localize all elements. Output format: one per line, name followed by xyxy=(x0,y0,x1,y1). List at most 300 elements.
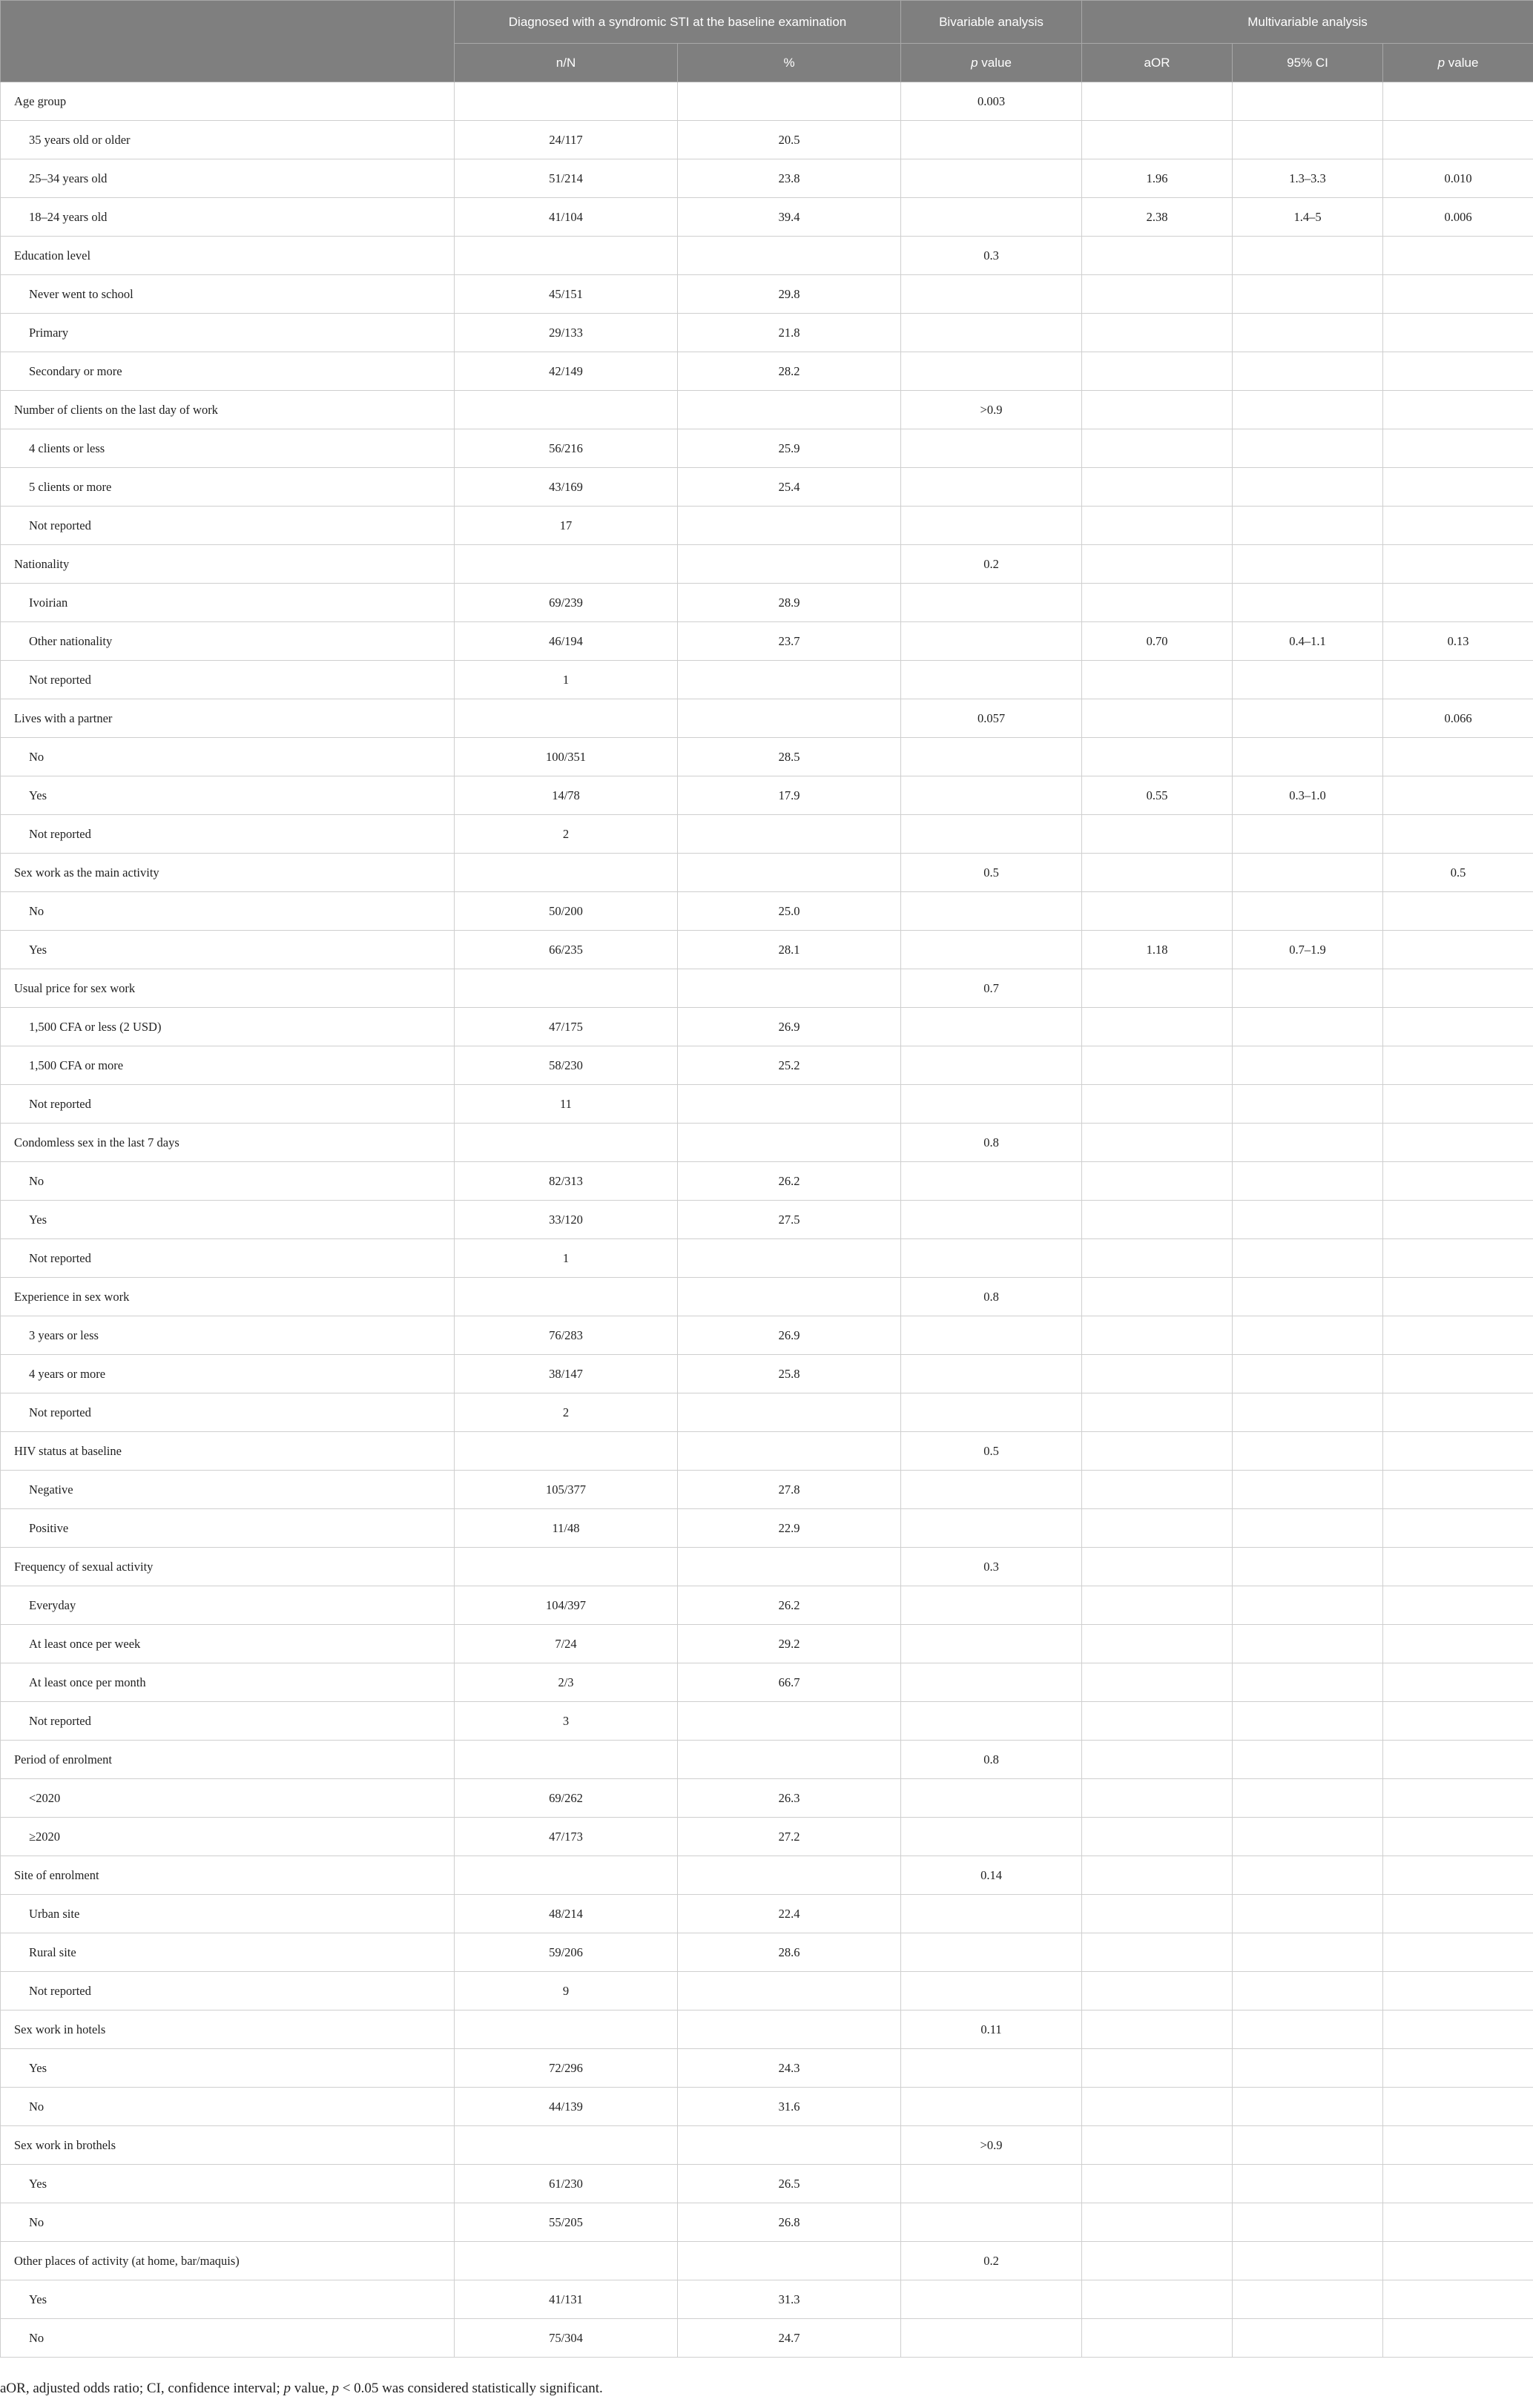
cell-percent: 25.4 xyxy=(678,468,901,507)
cell-aor xyxy=(1082,121,1233,159)
cell-aor: 1.96 xyxy=(1082,159,1233,198)
cell-n-over-N: 59/206 xyxy=(455,1933,678,1972)
row-label: No xyxy=(1,738,455,776)
cell-aor xyxy=(1082,237,1233,275)
cell-aor xyxy=(1082,2280,1233,2319)
row-label: No xyxy=(1,2319,455,2358)
cell-ci xyxy=(1233,1046,1383,1085)
cell-ci xyxy=(1233,969,1383,1008)
cell-n-over-N: 14/78 xyxy=(455,776,678,815)
cell-percent xyxy=(678,1393,901,1432)
cell-bivariable-p: 0.14 xyxy=(901,1856,1082,1895)
cell-ci xyxy=(1233,391,1383,429)
cell-n-over-N: 82/313 xyxy=(455,1162,678,1201)
table-row-variable xyxy=(1,1741,1533,1779)
row-label: Negative xyxy=(1,1471,455,1509)
table-row-variable xyxy=(1,699,1533,738)
cell-multivariable-p: 0.13 xyxy=(1383,622,1533,661)
cell-n-over-N: 43/169 xyxy=(455,468,678,507)
cell-aor xyxy=(1082,1471,1233,1509)
table-row-category xyxy=(1,1201,1533,1239)
cell-bivariable-p: 0.8 xyxy=(901,1124,1082,1162)
table-row-variable xyxy=(1,2126,1533,2165)
cell-bivariable-p xyxy=(901,1972,1082,2010)
table-row-category xyxy=(1,622,1533,661)
row-label: Lives with a partner xyxy=(1,699,455,738)
cell-aor xyxy=(1082,468,1233,507)
table-row-category xyxy=(1,2203,1533,2242)
cell-aor xyxy=(1082,1779,1233,1818)
cell-ci xyxy=(1233,1972,1383,2010)
cell-percent: 27.5 xyxy=(678,1201,901,1239)
cell-multivariable-p xyxy=(1383,815,1533,854)
cell-bivariable-p xyxy=(901,429,1082,468)
table-row-category xyxy=(1,198,1533,237)
cell-aor xyxy=(1082,545,1233,584)
cell-percent: 28.9 xyxy=(678,584,901,622)
cell-bivariable-p xyxy=(901,1008,1082,1046)
row-label: Period of enrolment xyxy=(1,1741,455,1779)
header-row-groups xyxy=(1,1,1533,44)
table-row-variable xyxy=(1,1124,1533,1162)
header-group-bivariable: Bivariable analysis xyxy=(901,1,1082,44)
table-row-variable xyxy=(1,1432,1533,1471)
cell-multivariable-p: 0.5 xyxy=(1383,854,1533,892)
cell-percent xyxy=(678,854,901,892)
table-row-category xyxy=(1,2049,1533,2088)
table-row-category xyxy=(1,1895,1533,1933)
table-row-category xyxy=(1,1471,1533,1509)
row-label: Yes xyxy=(1,2049,455,2088)
cell-multivariable-p xyxy=(1383,391,1533,429)
cell-percent: 22.4 xyxy=(678,1895,901,1933)
row-label: HIV status at baseline xyxy=(1,1432,455,1471)
cell-percent: 29.8 xyxy=(678,275,901,314)
cell-aor: 0.55 xyxy=(1082,776,1233,815)
row-label: Yes xyxy=(1,1201,455,1239)
cell-aor xyxy=(1082,1316,1233,1355)
cell-multivariable-p xyxy=(1383,2010,1533,2049)
cell-n-over-N: 51/214 xyxy=(455,159,678,198)
cell-n-over-N: 42/149 xyxy=(455,352,678,391)
cell-ci xyxy=(1233,1393,1383,1432)
cell-percent: 29.2 xyxy=(678,1625,901,1663)
cell-percent: 26.9 xyxy=(678,1316,901,1355)
cell-bivariable-p xyxy=(901,1509,1082,1548)
cell-aor xyxy=(1082,1895,1233,1933)
cell-bivariable-p xyxy=(901,2049,1082,2088)
table-row-category xyxy=(1,121,1533,159)
cell-aor xyxy=(1082,969,1233,1008)
cell-percent: 26.2 xyxy=(678,1162,901,1201)
cell-ci xyxy=(1233,661,1383,699)
cell-n-over-N: 47/175 xyxy=(455,1008,678,1046)
row-label: Other places of activity (at home, bar/maquis) xyxy=(1,2242,455,2280)
cell-percent xyxy=(678,237,901,275)
cell-n-over-N: 2 xyxy=(455,1393,678,1432)
cell-percent: 25.2 xyxy=(678,1046,901,1085)
cell-bivariable-p xyxy=(901,584,1082,622)
cell-multivariable-p xyxy=(1383,1471,1533,1509)
cell-aor xyxy=(1082,429,1233,468)
row-label: Experience in sex work xyxy=(1,1278,455,1316)
cell-bivariable-p xyxy=(901,2280,1082,2319)
cell-aor xyxy=(1082,2088,1233,2126)
cell-ci xyxy=(1233,237,1383,275)
row-label: 5 clients or more xyxy=(1,468,455,507)
cell-aor xyxy=(1082,1818,1233,1856)
cell-multivariable-p: 0.010 xyxy=(1383,159,1533,198)
cell-bivariable-p xyxy=(901,1393,1082,1432)
cell-aor xyxy=(1082,2010,1233,2049)
cell-multivariable-p xyxy=(1383,2203,1533,2242)
table-row-category xyxy=(1,352,1533,391)
table-row-category xyxy=(1,1702,1533,1741)
cell-multivariable-p xyxy=(1383,1393,1533,1432)
cell-bivariable-p xyxy=(901,1818,1082,1856)
cell-multivariable-p xyxy=(1383,2049,1533,2088)
cell-ci xyxy=(1233,892,1383,931)
table-row-category xyxy=(1,2165,1533,2203)
row-label: Yes xyxy=(1,931,455,969)
cell-multivariable-p xyxy=(1383,1278,1533,1316)
header-col-multi-pvalue: p value xyxy=(1383,44,1533,82)
cell-n-over-N xyxy=(455,969,678,1008)
row-label: 18–24 years old xyxy=(1,198,455,237)
table-row-category xyxy=(1,1818,1533,1856)
table-row-variable xyxy=(1,854,1533,892)
cell-n-over-N: 1 xyxy=(455,661,678,699)
cell-ci xyxy=(1233,815,1383,854)
table-row-category xyxy=(1,1046,1533,1085)
cell-multivariable-p xyxy=(1383,1008,1533,1046)
table-row-variable xyxy=(1,1548,1533,1586)
table-row-variable xyxy=(1,2010,1533,2049)
row-label: 4 years or more xyxy=(1,1355,455,1393)
cell-n-over-N: 2/3 xyxy=(455,1663,678,1702)
cell-percent xyxy=(678,661,901,699)
cell-aor xyxy=(1082,1278,1233,1316)
row-label: Ivoirian xyxy=(1,584,455,622)
row-label: No xyxy=(1,2088,455,2126)
cell-ci xyxy=(1233,2126,1383,2165)
table-row-category xyxy=(1,1239,1533,1278)
cell-multivariable-p xyxy=(1383,1702,1533,1741)
cell-ci xyxy=(1233,1663,1383,1702)
cell-percent: 27.2 xyxy=(678,1818,901,1856)
cell-n-over-N: 61/230 xyxy=(455,2165,678,2203)
cell-bivariable-p xyxy=(901,1046,1082,1085)
cell-bivariable-p xyxy=(901,622,1082,661)
cell-aor xyxy=(1082,1741,1233,1779)
cell-aor xyxy=(1082,82,1233,121)
cell-bivariable-p xyxy=(901,352,1082,391)
cell-multivariable-p: 0.006 xyxy=(1383,198,1533,237)
cell-ci xyxy=(1233,2280,1383,2319)
cell-percent: 28.2 xyxy=(678,352,901,391)
table-body xyxy=(1,82,1533,2358)
cell-ci xyxy=(1233,314,1383,352)
cell-percent: 39.4 xyxy=(678,198,901,237)
cell-ci xyxy=(1233,2242,1383,2280)
cell-bivariable-p: 0.3 xyxy=(901,237,1082,275)
cell-percent: 22.9 xyxy=(678,1509,901,1548)
cell-n-over-N: 69/239 xyxy=(455,584,678,622)
cell-aor xyxy=(1082,2319,1233,2358)
cell-percent: 20.5 xyxy=(678,121,901,159)
cell-bivariable-p xyxy=(901,1355,1082,1393)
cell-aor xyxy=(1082,584,1233,622)
cell-ci xyxy=(1233,1162,1383,1201)
cell-multivariable-p xyxy=(1383,1162,1533,1201)
cell-ci xyxy=(1233,121,1383,159)
cell-n-over-N: 44/139 xyxy=(455,2088,678,2126)
cell-n-over-N: 2 xyxy=(455,815,678,854)
cell-aor: 0.70 xyxy=(1082,622,1233,661)
cell-multivariable-p xyxy=(1383,1355,1533,1393)
row-label: Not reported xyxy=(1,815,455,854)
cell-n-over-N: 41/131 xyxy=(455,2280,678,2319)
cell-aor xyxy=(1082,2049,1233,2088)
cell-aor xyxy=(1082,738,1233,776)
cell-n-over-N: 7/24 xyxy=(455,1625,678,1663)
row-label: Other nationality xyxy=(1,622,455,661)
cell-bivariable-p xyxy=(901,1663,1082,1702)
cell-ci xyxy=(1233,1008,1383,1046)
row-label: <2020 xyxy=(1,1779,455,1818)
cell-n-over-N: 33/120 xyxy=(455,1201,678,1239)
table-row-category xyxy=(1,776,1533,815)
cell-multivariable-p xyxy=(1383,1586,1533,1625)
row-label: 35 years old or older xyxy=(1,121,455,159)
cell-percent xyxy=(678,2126,901,2165)
cell-percent xyxy=(678,699,901,738)
cell-multivariable-p xyxy=(1383,2165,1533,2203)
cell-aor xyxy=(1082,1586,1233,1625)
cell-percent xyxy=(678,1856,901,1895)
cell-bivariable-p: 0.057 xyxy=(901,699,1082,738)
cell-n-over-N xyxy=(455,2242,678,2280)
cell-ci xyxy=(1233,584,1383,622)
cell-bivariable-p xyxy=(901,2203,1082,2242)
row-label: Everyday xyxy=(1,1586,455,1625)
table-row-variable xyxy=(1,969,1533,1008)
cell-n-over-N: 72/296 xyxy=(455,2049,678,2088)
cell-multivariable-p xyxy=(1383,1856,1533,1895)
cell-percent: 26.8 xyxy=(678,2203,901,2242)
cell-multivariable-p xyxy=(1383,1201,1533,1239)
cell-bivariable-p xyxy=(901,892,1082,931)
table-row-category xyxy=(1,2088,1533,2126)
cell-percent: 31.6 xyxy=(678,2088,901,2126)
header-col-ci: 95% CI xyxy=(1233,44,1383,82)
row-label: 3 years or less xyxy=(1,1316,455,1355)
cell-bivariable-p: >0.9 xyxy=(901,2126,1082,2165)
cell-ci xyxy=(1233,1124,1383,1162)
cell-aor xyxy=(1082,1201,1233,1239)
table-row-category xyxy=(1,314,1533,352)
cell-ci xyxy=(1233,854,1383,892)
table-row-variable xyxy=(1,82,1533,121)
cell-n-over-N xyxy=(455,1278,678,1316)
row-label: Site of enrolment xyxy=(1,1856,455,1895)
cell-percent: 21.8 xyxy=(678,314,901,352)
cell-multivariable-p xyxy=(1383,275,1533,314)
table-row-category xyxy=(1,738,1533,776)
cell-multivariable-p xyxy=(1383,507,1533,545)
cell-multivariable-p xyxy=(1383,892,1533,931)
cell-ci xyxy=(1233,1741,1383,1779)
cell-ci xyxy=(1233,1818,1383,1856)
table-row-category xyxy=(1,931,1533,969)
cell-n-over-N xyxy=(455,1432,678,1471)
cell-n-over-N xyxy=(455,2010,678,2049)
cell-multivariable-p xyxy=(1383,314,1533,352)
cell-bivariable-p xyxy=(901,507,1082,545)
cell-ci: 0.4–1.1 xyxy=(1233,622,1383,661)
cell-n-over-N xyxy=(455,1124,678,1162)
cell-ci xyxy=(1233,429,1383,468)
cell-aor xyxy=(1082,1548,1233,1586)
cell-bivariable-p xyxy=(901,2319,1082,2358)
cell-multivariable-p xyxy=(1383,661,1533,699)
table-row-variable xyxy=(1,391,1533,429)
cell-percent: 26.3 xyxy=(678,1779,901,1818)
cell-aor xyxy=(1082,1008,1233,1046)
cell-ci xyxy=(1233,545,1383,584)
cell-multivariable-p xyxy=(1383,2319,1533,2358)
cell-percent: 17.9 xyxy=(678,776,901,815)
cell-n-over-N: 9 xyxy=(455,1972,678,2010)
cell-ci xyxy=(1233,82,1383,121)
cell-aor: 2.38 xyxy=(1082,198,1233,237)
cell-bivariable-p xyxy=(901,1239,1082,1278)
table-row-variable xyxy=(1,2242,1533,2280)
cell-ci xyxy=(1233,2088,1383,2126)
cell-n-over-N xyxy=(455,545,678,584)
cell-ci xyxy=(1233,1085,1383,1124)
row-label: Urban site xyxy=(1,1895,455,1933)
row-label: Not reported xyxy=(1,661,455,699)
row-label: Condomless sex in the last 7 days xyxy=(1,1124,455,1162)
row-label: Not reported xyxy=(1,507,455,545)
cell-multivariable-p xyxy=(1383,1663,1533,1702)
cell-multivariable-p xyxy=(1383,352,1533,391)
cell-bivariable-p: >0.9 xyxy=(901,391,1082,429)
cell-n-over-N: 76/283 xyxy=(455,1316,678,1355)
cell-percent: 24.7 xyxy=(678,2319,901,2358)
cell-aor xyxy=(1082,1239,1233,1278)
cell-bivariable-p: 0.8 xyxy=(901,1278,1082,1316)
cell-bivariable-p xyxy=(901,1085,1082,1124)
row-label: Nationality xyxy=(1,545,455,584)
row-label: Sex work in brothels xyxy=(1,2126,455,2165)
cell-aor xyxy=(1082,2126,1233,2165)
table-row-category xyxy=(1,159,1533,198)
cell-ci xyxy=(1233,352,1383,391)
cell-n-over-N: 66/235 xyxy=(455,931,678,969)
cell-multivariable-p xyxy=(1383,468,1533,507)
cell-n-over-N: 1 xyxy=(455,1239,678,1278)
row-label: Sex work in hotels xyxy=(1,2010,455,2049)
cell-multivariable-p xyxy=(1383,1509,1533,1548)
cell-bivariable-p: 0.2 xyxy=(901,545,1082,584)
cell-percent: 25.0 xyxy=(678,892,901,931)
cell-aor xyxy=(1082,1972,1233,2010)
table-row-category xyxy=(1,584,1533,622)
table-row-category xyxy=(1,507,1533,545)
cell-percent: 31.3 xyxy=(678,2280,901,2319)
cell-ci: 1.3–3.3 xyxy=(1233,159,1383,198)
cell-n-over-N xyxy=(455,237,678,275)
row-label: No xyxy=(1,892,455,931)
cell-percent xyxy=(678,1085,901,1124)
cell-n-over-N xyxy=(455,1741,678,1779)
cell-ci xyxy=(1233,1548,1383,1586)
table-row-category xyxy=(1,1779,1533,1818)
header-col-aor: aOR xyxy=(1082,44,1233,82)
cell-ci xyxy=(1233,1316,1383,1355)
cell-bivariable-p xyxy=(901,1162,1082,1201)
cell-percent: 26.5 xyxy=(678,2165,901,2203)
cell-percent xyxy=(678,1278,901,1316)
row-label: Number of clients on the last day of work xyxy=(1,391,455,429)
table-row-category xyxy=(1,1586,1533,1625)
cell-bivariable-p: 0.3 xyxy=(901,1548,1082,1586)
table-row-category xyxy=(1,1393,1533,1432)
cell-aor xyxy=(1082,1856,1233,1895)
cell-multivariable-p xyxy=(1383,1046,1533,1085)
cell-bivariable-p xyxy=(901,2088,1082,2126)
table-row-category xyxy=(1,1008,1533,1046)
cell-aor xyxy=(1082,1625,1233,1663)
cell-bivariable-p: 0.2 xyxy=(901,2242,1082,2280)
row-label: Positive xyxy=(1,1509,455,1548)
cell-aor xyxy=(1082,815,1233,854)
table-row-category xyxy=(1,815,1533,854)
cell-aor xyxy=(1082,507,1233,545)
cell-aor xyxy=(1082,1432,1233,1471)
cell-n-over-N: 104/397 xyxy=(455,1586,678,1625)
cell-n-over-N xyxy=(455,1856,678,1895)
cell-n-over-N: 56/216 xyxy=(455,429,678,468)
cell-n-over-N: 100/351 xyxy=(455,738,678,776)
cell-n-over-N: 17 xyxy=(455,507,678,545)
cell-n-over-N: 29/133 xyxy=(455,314,678,352)
cell-ci xyxy=(1233,2165,1383,2203)
cell-aor xyxy=(1082,352,1233,391)
cell-percent xyxy=(678,391,901,429)
cell-ci xyxy=(1233,738,1383,776)
cell-aor xyxy=(1082,699,1233,738)
cell-ci xyxy=(1233,1278,1383,1316)
cell-bivariable-p xyxy=(901,815,1082,854)
row-label: 25–34 years old xyxy=(1,159,455,198)
table-row-category xyxy=(1,1625,1533,1663)
cell-multivariable-p xyxy=(1383,1818,1533,1856)
row-label: Secondary or more xyxy=(1,352,455,391)
cell-percent xyxy=(678,1432,901,1471)
cell-bivariable-p xyxy=(901,1586,1082,1625)
header-group-multivariable: Multivariable analysis xyxy=(1082,1,1533,44)
cell-bivariable-p xyxy=(901,1895,1082,1933)
cell-ci xyxy=(1233,1625,1383,1663)
cell-ci xyxy=(1233,468,1383,507)
cell-aor xyxy=(1082,275,1233,314)
cell-ci xyxy=(1233,1779,1383,1818)
row-label: Education level xyxy=(1,237,455,275)
cell-percent: 28.6 xyxy=(678,1933,901,1972)
